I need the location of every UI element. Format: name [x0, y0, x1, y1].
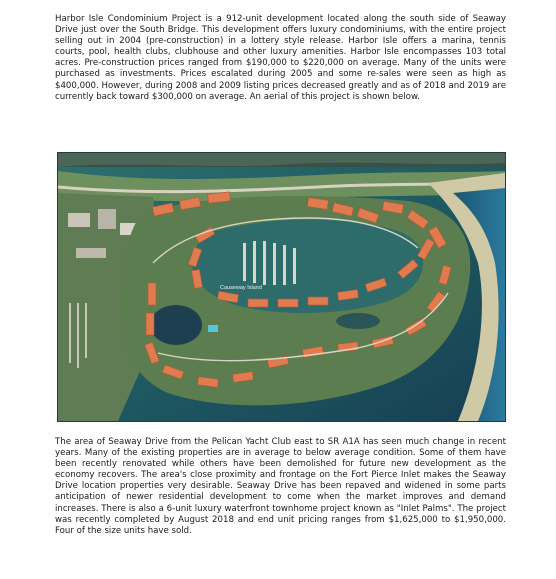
aerial-photo — [57, 152, 506, 422]
pool — [208, 325, 218, 332]
causeway-island-label: Causeway Island — [220, 285, 262, 291]
seaway-drive-paragraph: The area of Seaway Drive from the Pelican Yacht Club east to SR A1A has seen much change in recent years. Many of the existing properties are in average to below average condition. Some of them have been recently renovated while others have been demolished for future new development as the economy recovers. The area's close proximity and frontage on the Fort Pierce Inlet makes the Seaway Drive location properties very desirable. Seaway Drive has been repaved and widened in some parts anticipation of newer residential development to come when the market improves and demand increases. There is also a 6-unit luxury waterfront townhome project known as "Inlet Palms". The project was recently completed by August 2018 and end unit pricing ranges from $1,625,000 to $1,950,000. Four of the size units have sold. — [55, 437, 506, 536]
pond — [150, 305, 202, 345]
intro-paragraph: Harbor Isle Condominium Project is a 912-unit development located along the south side of Seaway Drive just over the South Bridge. This development offers luxury condominiums, with the entire project selling out in 2004 (pre-construction) in a lottery style release. Harbor Isle offers a marina, tennis courts, pool, health clubs, clubhouse and other luxury amenities. Harbor Isle encompasses 103 total acres. Pre-construction prices ranged from $190,000 to $220,000 on average. Many of the units were purchased as investments. Prices escalated during 2005 and some re-sales were seen as high as $400,000. However, during 2008 and 2009 listing prices decreased greatly and as of 2018 and 2019 are currently back toward $300,000 on average. An aerial of this project is shown below. — [55, 14, 506, 102]
